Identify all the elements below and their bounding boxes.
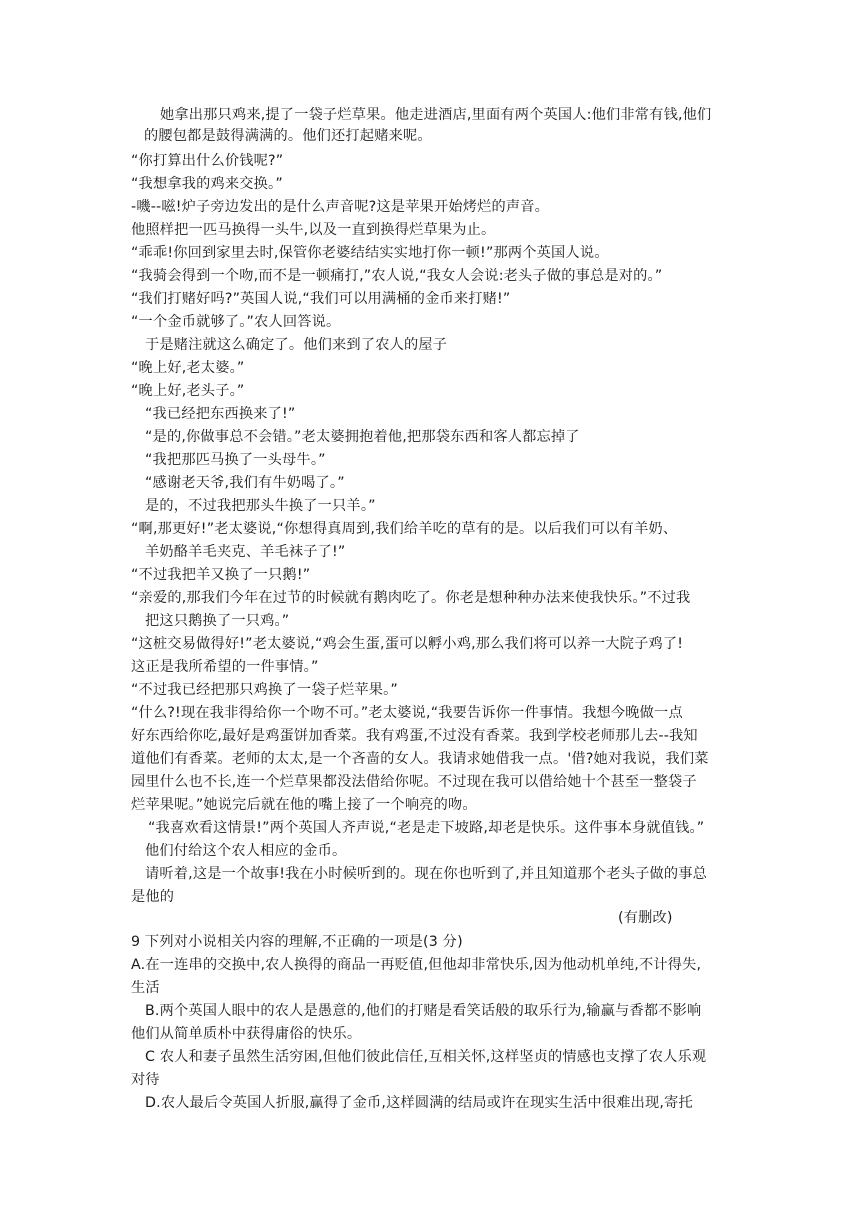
story-paragraph: 把这只鹅换了一只鸡。” [145,613,290,629]
story-paragraph: 他照样把一匹马换得一头牛,以及一直到换得烂草果为止。 [131,222,496,238]
story-paragraph: “我把那匹马换了一头母牛。” [145,452,326,468]
story-paragraph: 这正是我所希望的一件事情。” [131,659,319,675]
story-paragraph: “一个金币就够了。”农人回答说。 [131,314,341,330]
story-paragraph: 是他的 [131,889,175,905]
story-paragraph: 好东西给你吃,最好是鸡蛋饼加香菜。我有鸡蛋,不过没有香菜。我到学校老师那儿去--我知 [131,728,698,744]
story-paragraph: 是的，不过我把那头牛换了一只羊。” [145,498,376,514]
story-paragraph: -嘰--嗞!炉子旁边发出的是什么声音呢?这是苹果开始烤烂的声音。 [131,199,550,215]
story-paragraph: “是的,你做事总不会错。”老太婆拥抱着他,把那袋东西和客人都忘掉了 [145,429,580,445]
story-paragraph: “啊,那更好!”老太婆说,“你想得真周到,我们给羊吃的草有的是。以后我们可以有羊奶、 [131,521,678,537]
story-paragraph: “我已经把东西换来了!” [145,406,296,422]
story-paragraph: “感谢老天爷,我们有牛奶喝了。” [145,475,345,491]
story-paragraph: “我们打赌好吗?”英国人说,“我们可以用满桶的金币来打赌!” [131,291,511,307]
story-paragraph: “我喜欢看这情景!”两个英国人齐声说,“老是走下坡路,却老是快乐。这件事本身就值钱。” [148,820,705,836]
option-c: C 农人和妻子虽然生活穷困,但他们彼此信任,互相关怀,这样坚贞的情感也支撑了农人乐观 [145,1049,707,1065]
option-b-continued: 他们从简单质朴中获得庸俗的快乐。 [131,1026,362,1042]
option-d: D.农人最后令英国人折服,赢得了金币,这样圆满的结局或许在现实生活中很难出现,寄托 [145,1095,693,1111]
story-paragraph: 请听着,这是一个故事!我在小时候听到的。现在你也听到了,并且知道那个老头子做的事总 [145,866,708,882]
story-paragraph: “我想拿我的鸡来交换。” [131,176,283,192]
option-a: A.在一连串的交换中,农人换得的商品一再贬值,但他却非常快乐,因为他动机单纯,不计得失, [131,957,702,973]
story-paragraph: “我骑会得到一个吻,而不是一顿痛打,”农人说,“我女人会说:老头子做的事总是对的。” [131,268,663,284]
story-paragraph: 园里什么也不长,连一个烂草果都没法借给你呢。不过现在我可以借给她十个甚至一整袋子 [131,774,697,790]
story-paragraph: “你打算出什么价钱呢?” [131,153,284,169]
source-note: (有删改) [618,910,673,926]
story-paragraph: “亲爱的,那我们今年在过节的时候就有鹅肉吃了。你老是想种种办法来使我快乐。”不过我 [131,590,691,606]
option-a-continued: 生活 [131,980,160,996]
story-paragraph: “不过我已经把那只鸡换了一袋子烂苹果。” [131,682,398,698]
question-stem: 9 下列对小说相关内容的理解,不正确的一项是(3 分) [131,934,463,950]
story-paragraph: 她拿出那只鸡来,提了一袋子烂草果。他走进酒店,里面有两个英国人:他们非常有钱,他们 [160,107,712,123]
story-paragraph: 他们付给这个农人相应的金币。 [145,843,347,859]
story-paragraph: 羊奶酪羊毛夹克、羊毛袜子了!” [145,544,346,560]
story-paragraph: “晚上好,老头子。” [131,383,245,399]
option-b: B.两个英国人眼中的农人是愚意的,他们的打赌是看笑话般的取乐行为,输赢与香都不影响 [145,1003,702,1019]
story-paragraph: “这桩交易做得好!”老太婆说,“鸡会生蛋,蛋可以孵小鸡,那么我们将可以养一大院子鸡了! [131,636,684,652]
story-paragraph: 道他们有香菜。老师的太太,是一个吝啬的女人。我请求她借我一点。'借?她对我说，我们菜 [131,751,709,767]
story-paragraph: 烂苹果呢。”她说完后就在他的嘴上接了一个响亮的吻。 [131,797,477,813]
option-c-continued: 对待 [131,1072,160,1088]
story-paragraph: “什么?!现在我非得给你一个吻不可。”老太婆说,“我要告诉你一件事情。我想今晚做一点 [131,705,683,721]
story-paragraph: “晚上好,老太婆。” [131,360,245,376]
story-paragraph: “不过我把羊又换了一只鹅!” [131,567,311,583]
story-paragraph: 于是赌注就这么确定了。他们来到了农人的屋子 [145,337,448,353]
story-paragraph: “乖乖!你回到家里去时,保管你老婆结结实实地打你一顿!”那两个英国人说。 [131,245,609,261]
story-paragraph: 的腰包都是鼓得满满的。他们还打起赌来呢。 [144,128,432,144]
